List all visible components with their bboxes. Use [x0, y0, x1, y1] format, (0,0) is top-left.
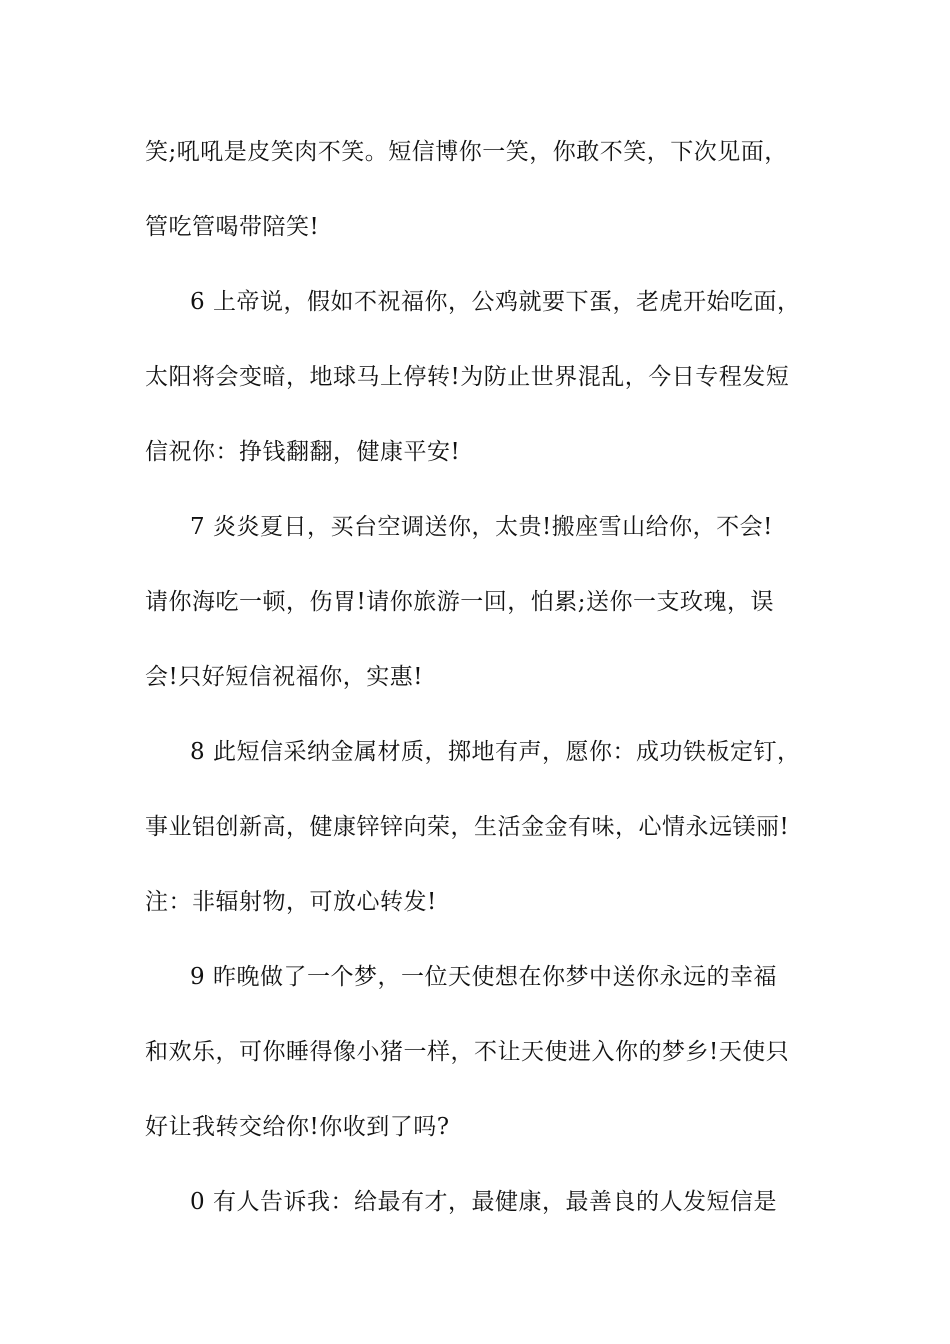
- paragraph-8-start: 8 此短信采纳金属材质，掷地有声，愿你：成功铁板定钉，: [190, 739, 801, 765]
- paragraph-0-start: 0 有人告诉我：给最有才，最健康，最善良的人发短信是: [190, 1189, 777, 1215]
- text-line: 和欢乐，可你睡得像小猪一样，不让天使进入你的梦乡!天使只: [145, 1039, 790, 1065]
- text-line: 会!只好短信祝福你，实惠!: [145, 664, 423, 690]
- text-line: 管吃管喝带陪笑!: [145, 214, 320, 240]
- paragraph-9-start: 9 昨晚做了一个梦，一位天使想在你梦中送你永远的幸福: [190, 964, 777, 990]
- text-line: 太阳将会变暗，地球马上停转!为防止世界混乱，今日专程发短: [145, 364, 790, 390]
- paragraph-7-start: 7 炎炎夏日，买台空调送你，太贵!搬座雪山给你，不会!: [190, 514, 773, 540]
- text-line: 注：非辐射物，可放心转发!: [145, 889, 437, 915]
- text-line: 事业铝创新高，健康锌锌向荣，生活金金有味，心情永远镁丽!: [145, 814, 790, 840]
- text-line: 请你海吃一顿，伤胃!请你旅游一回，怕累;送你一支玫瑰，误: [145, 589, 774, 615]
- paragraph-6-start: 6 上帝说，假如不祝福你，公鸡就要下蛋，老虎开始吃面，: [190, 289, 801, 315]
- text-line: 笑;吼吼是皮笑肉不笑。短信博你一笑，你敢不笑，下次见面，: [145, 139, 788, 165]
- text-line: 好让我转交给你!你收到了吗?: [145, 1114, 450, 1140]
- text-line: 信祝你：挣钱翻翻，健康平安!: [145, 439, 461, 465]
